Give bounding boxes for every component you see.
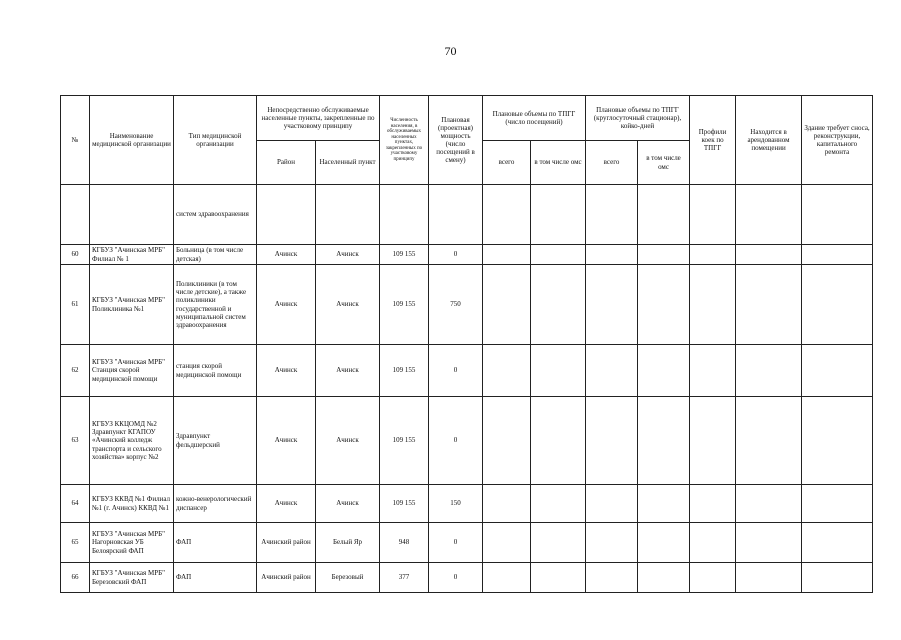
cell-num: 64 — [61, 485, 90, 523]
header-beds-total: всего — [586, 141, 638, 185]
cell-district: Ачинск — [257, 485, 316, 523]
cell-population: 109 155 — [380, 345, 429, 397]
cell-org-name: КГБУЗ ККВД №1 Филиал №1 (г. Ачинск) ККВД №1 — [90, 485, 174, 523]
cell-num: 62 — [61, 345, 90, 397]
cell-num: 63 — [61, 397, 90, 485]
header-settlement: Населенный пункт — [316, 141, 380, 185]
table-row — [61, 523, 873, 563]
cell-num: 66 — [61, 563, 90, 593]
cell-district: Ачинск — [257, 397, 316, 485]
cell-capacity: 0 — [429, 563, 483, 593]
cell-settlement: Ачинск — [316, 245, 380, 265]
cell-population: 109 155 — [380, 485, 429, 523]
header-beds: Плановые объемы по ТПГГ (круглосуточный стационар), койко-дней — [586, 96, 690, 141]
cell-settlement: Ачинск — [316, 397, 380, 485]
header-capacity: Плановая (проектная) мощность (число посещений в смену) — [429, 96, 483, 185]
cell-capacity: 0 — [429, 245, 483, 265]
header-org-type: Тип медицинской организации — [174, 96, 257, 185]
header-served: Непосредственно обслуживаемые населенные пункты, закрепленные по участковому принципу — [257, 96, 380, 141]
continuation-org-type: систем здравоохранения — [174, 185, 257, 245]
cell-num: 61 — [61, 265, 90, 345]
cell-district: Ачинский район — [257, 563, 316, 593]
table-row — [61, 397, 873, 485]
header-bed-profile: Профили коек по ТПГГ — [690, 96, 736, 185]
cell-org-type: Здравпункт фельдшерский — [174, 397, 257, 485]
cell-org-type: ФАП — [174, 563, 257, 593]
facilities-table — [60, 95, 873, 593]
cell-settlement: Березовый — [316, 563, 380, 593]
header-visits-oms: в том числе омс — [531, 141, 586, 185]
cell-settlement: Белый Яр — [316, 523, 380, 563]
header-rented: Находится в арендованном помещении — [736, 96, 802, 185]
cell-org-name: КГБУЗ "Ачинская МРБ" Филиал № 1 — [90, 245, 174, 265]
cell-population: 109 155 — [380, 245, 429, 265]
cell-capacity: 0 — [429, 523, 483, 563]
header-repair: Здание требует сноса, реконструкции, капитального ремонта — [802, 96, 873, 185]
cell-capacity: 750 — [429, 265, 483, 345]
cell-settlement: Ачинск — [316, 485, 380, 523]
cell-org-name: КГБУЗ "Ачинская МРБ" Станция скорой медицинской помощи — [90, 345, 174, 397]
table-row — [61, 345, 873, 397]
cell-settlement: Ачинск — [316, 265, 380, 345]
cell-org-name: КГБУЗ "Ачинская МРБ" Поликлиника №1 — [90, 265, 174, 345]
header-beds-oms: в том числе омс — [638, 141, 690, 185]
page-number: 70 — [444, 44, 457, 58]
cell-org-name: КГБУЗ "Ачинская МРБ" Нагорновская УБ Белоярский ФАП — [90, 523, 174, 563]
cell-district: Ачинск — [257, 265, 316, 345]
header-visits: Плановые объемы по ТПГГ (число посещений) — [483, 96, 586, 141]
cell-population: 948 — [380, 523, 429, 563]
cell-district: Ачинский район — [257, 523, 316, 563]
cell-num: 60 — [61, 245, 90, 265]
cell-org-name: КГБУЗ "Ачинская МРБ" Березовский ФАП — [90, 563, 174, 593]
cell-org-type: кожно-венерологический диспансер — [174, 485, 257, 523]
header-visits-total: всего — [483, 141, 531, 185]
cell-capacity: 0 — [429, 345, 483, 397]
table-row — [61, 245, 873, 265]
table-row — [61, 265, 873, 345]
header-population: Численность населения, в обслуживаемых населенных пунктах, закрепленных по участковому принципу — [380, 96, 429, 185]
table-row-continuation — [61, 185, 873, 245]
table-row — [61, 563, 873, 593]
cell-org-name: КГБУЗ ККЦОМД №2 Здравпункт КГАПОУ «Ачинский колледж транспорта и сельского хозяйства» корпус №2 — [90, 397, 174, 485]
cell-district: Ачинск — [257, 245, 316, 265]
cell-capacity: 150 — [429, 485, 483, 523]
cell-org-type: Поликлиники (в том числе детские), а также поликлиники государственной и муниципальной систем здравоохранения — [174, 265, 257, 345]
cell-settlement: Ачинск — [316, 345, 380, 397]
cell-org-type: Больница (в том числе детская) — [174, 245, 257, 265]
cell-population: 109 155 — [380, 265, 429, 345]
header-num: № — [61, 96, 90, 185]
cell-district: Ачинск — [257, 345, 316, 397]
cell-population: 377 — [380, 563, 429, 593]
cell-org-type: станция скорой медицинской помощи — [174, 345, 257, 397]
header-org-name: Наименование медицинской организации — [90, 96, 174, 185]
table-row — [61, 485, 873, 523]
cell-population: 109 155 — [380, 397, 429, 485]
header-district: Район — [257, 141, 316, 185]
cell-capacity: 0 — [429, 397, 483, 485]
cell-num: 65 — [61, 523, 90, 563]
cell-org-type: ФАП — [174, 523, 257, 563]
